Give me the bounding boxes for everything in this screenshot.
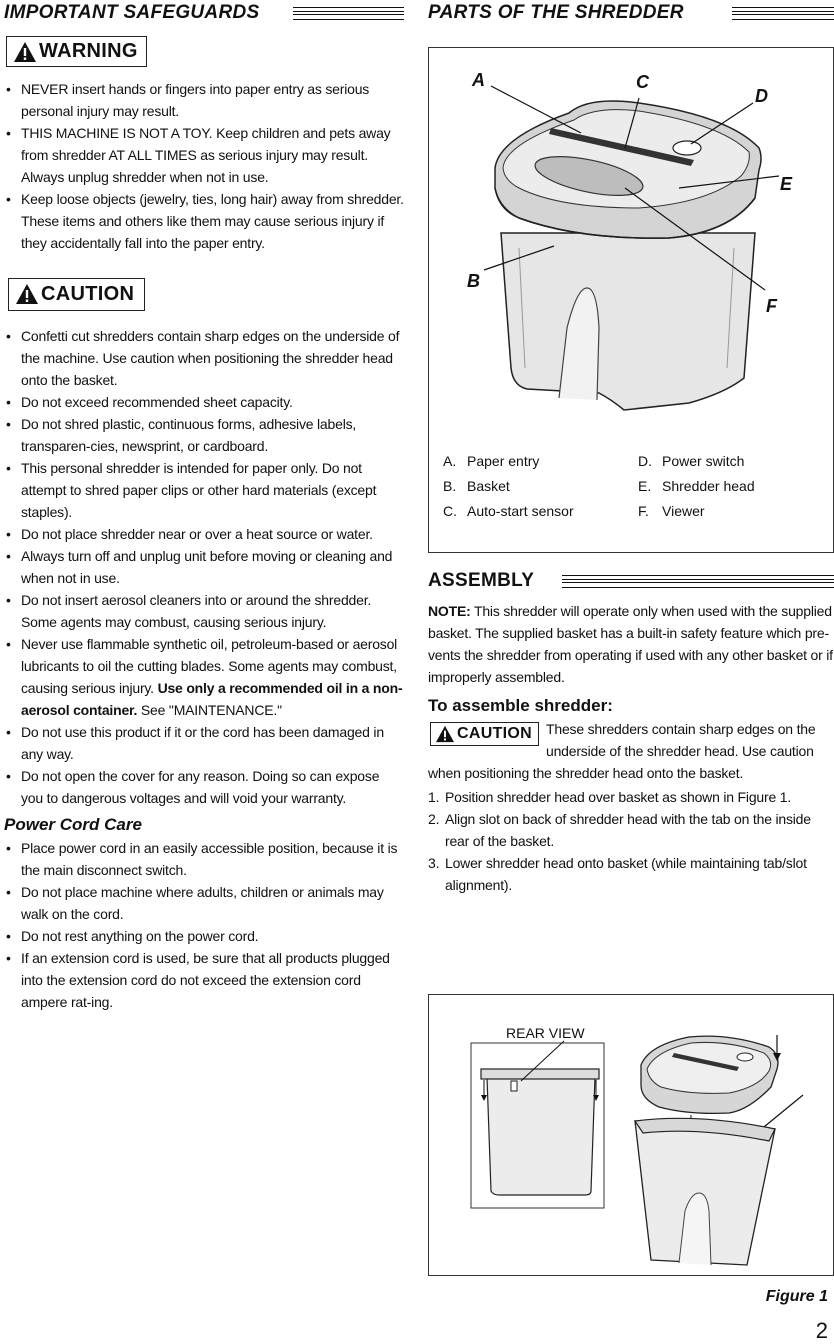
list-item: • Never use flammable synthetic oil, petroleum-based or aerosol lubricants to oil the cutting blades. Some agents may combust, causing serious injury. Use only a recommended oil in a non-aerosol container. See "MAINTENANCE." — [4, 633, 404, 721]
caution-label: CAUTION — [41, 282, 135, 305]
step-item — [428, 808, 834, 852]
step-number: 2. — [428, 811, 440, 827]
assembly-steps — [428, 786, 834, 896]
list-item: • Confetti cut shredders contain sharp edges on the underside of the machine. Use caution when positioning the shredder head onto the basket. — [4, 325, 404, 391]
assembly-note: NOTE: This shredder will operate only when used with the supplied basket. The supplied basket has a built-in safety feature which pre-vents the shredder from operating if used with any other basket or if improperly assembled. — [428, 603, 833, 685]
callout-f: F — [766, 296, 777, 316]
step-number: 1. — [428, 789, 440, 805]
assembly-section — [428, 568, 834, 896]
parts-title: PARTS OF THE SHREDDER — [428, 2, 684, 23]
callout-b: B — [467, 271, 480, 291]
step-text: Lower shredder head onto basket (while maintaining tab/slot alignment). — [445, 855, 807, 893]
list-item: • Do not insert aerosol cleaners into or around the shredder. Some agents may combust, causing serious injury. — [4, 589, 404, 633]
list-item: • This personal shredder is intended for paper only. Do not attempt to shred paper clips or other hard materials (except staples). — [4, 457, 404, 523]
callout-c: C — [636, 72, 649, 92]
list-item: • Do not rest anything on the power cord. — [4, 925, 404, 947]
list-item: • Do not place machine where adults, children or animals may walk on the cord. — [4, 881, 404, 925]
page-number: 2 — [815, 1318, 828, 1343]
safeguards-title: IMPORTANT SAFEGUARDS — [4, 2, 260, 23]
list-item: • Do not shred plastic, continuous forms, adhesive labels, transparen-cies, newsprint, or cardboard. — [4, 413, 404, 457]
safeguards-header — [4, 0, 404, 26]
warning-label: WARNING — [39, 40, 138, 62]
figure-1-box — [428, 994, 834, 1276]
parts-legend-left — [443, 449, 574, 524]
legend-item: A. Paper entry — [443, 453, 540, 469]
caution-text: These shredders contain sharp edges on the underside of the shredder head. Use caution — [546, 721, 816, 759]
assembly-title: ASSEMBLY — [428, 570, 535, 591]
list-item: • Do not use this product if it or the cord has been damaged in any way. — [4, 721, 404, 765]
warning-list — [4, 78, 404, 254]
parts-legend-right — [638, 449, 755, 524]
legend-item: E. Shredder head — [638, 478, 755, 494]
power-cord-title: Power Cord Care — [4, 814, 142, 834]
assembly-header — [428, 568, 834, 594]
list-item: • Do not open the cover for any reason. Doing so can expose you to dangerous voltages and will void your warranty. — [4, 765, 404, 809]
power-cord-list — [4, 837, 404, 1013]
oil-list — [4, 633, 404, 721]
callout-e: E — [780, 174, 793, 194]
assembly-illustration — [429, 995, 833, 1275]
note-label: NOTE: — [428, 603, 471, 619]
warning-badge — [6, 36, 147, 67]
list-item: • THIS MACHINE IS NOT A TOY. Keep children and pets away from shredder AT ALL TIMES as serious injury may result. Always unplug shredder when not in use. — [4, 122, 404, 188]
list-item: • Keep loose objects (jewelry, ties, long hair) away from shredder. These items and others like them may cause serious injury if they accidentally fall into the paper entry. — [4, 188, 404, 254]
parts-header — [428, 0, 834, 26]
step-text: Align slot on back of shredder head with the tab on the inside rear of the basket. — [445, 811, 811, 849]
legend-item: B. Basket — [443, 478, 510, 494]
figure-caption: Figure 1 — [765, 1288, 828, 1305]
step-item — [428, 852, 834, 896]
caution-text-cont: when positioning the shredder head onto the basket. — [428, 765, 744, 781]
parts-diagram-box — [428, 47, 834, 553]
legend-item: D. Power switch — [638, 453, 745, 469]
right-column — [428, 0, 834, 26]
assemble-subhead: To assemble shredder: — [428, 696, 613, 715]
list-item: • NEVER insert hands or fingers into paper entry as serious personal injury may result. — [4, 78, 404, 122]
warning-triangle-icon — [13, 41, 37, 63]
warning-triangle-icon — [15, 283, 39, 305]
safeguards-column — [4, 0, 404, 1013]
list-item: • Place power cord in an easily accessible position, because it is the main disconnect switch. — [4, 837, 404, 881]
list-item: • If an extension cord is used, be sure that all products plugged into the extension cord do not exceed the extension cord ampere rat-ing. — [4, 947, 404, 1013]
rear-view-label: REAR VIEW — [506, 1025, 585, 1041]
list-item: • Always turn off and unplug unit before moving or cleaning and when not in use. — [4, 545, 404, 589]
title-rule — [732, 7, 834, 20]
warning-triangle-icon — [435, 725, 455, 743]
caution-badge-small — [430, 722, 539, 746]
caution-list — [4, 325, 404, 633]
step-number: 3. — [428, 855, 440, 871]
legend-item: C. Auto-start sensor — [443, 503, 574, 519]
step-text: Position shredder head over basket as shown in Figure 1. — [445, 789, 792, 805]
shredder-illustration — [429, 48, 833, 448]
caution-badge — [8, 278, 145, 311]
title-rule — [293, 7, 404, 20]
callout-d: D — [755, 86, 768, 106]
caution-list-2 — [4, 721, 404, 809]
title-rule — [562, 575, 834, 588]
caution-label: CAUTION — [457, 725, 532, 742]
list-item: • Do not exceed recommended sheet capacity. — [4, 391, 404, 413]
callout-a: A — [472, 70, 485, 90]
legend-item: F. Viewer — [638, 503, 705, 519]
step-item — [428, 786, 834, 808]
list-item: • Do not place shredder near or over a heat source or water. — [4, 523, 404, 545]
